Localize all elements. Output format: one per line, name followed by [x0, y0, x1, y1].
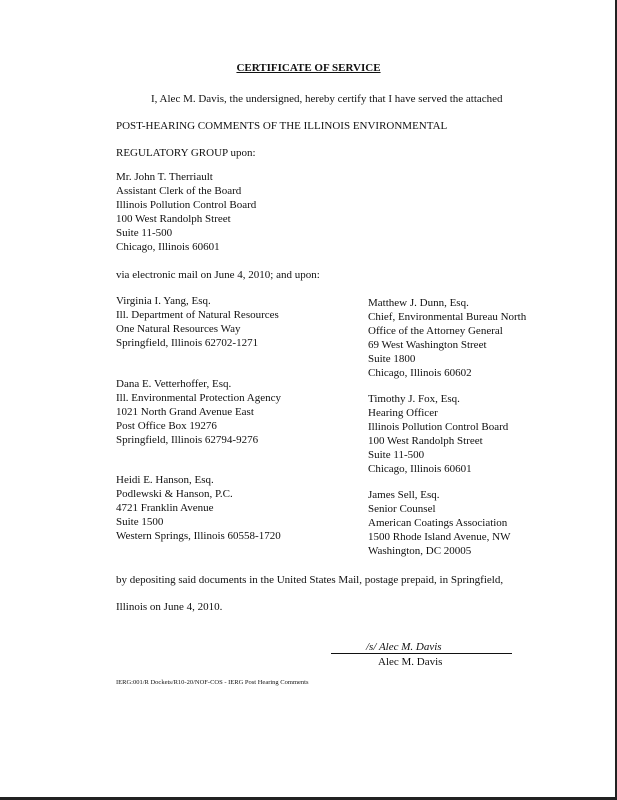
via-text: via electronic mail on June 4, 2010; and upon: [116, 269, 320, 281]
footer-docket-reference: IERG:001/R Dockets/R10-20/NOF-COS - IERG Post Hearing Comments [116, 679, 309, 686]
address-line: Assistant Clerk of the Board [116, 185, 242, 197]
address-line: Western Springs, Illinois 60558-1720 [116, 530, 281, 542]
intro-line-3: REGULATORY GROUP upon: [116, 147, 256, 159]
closing-line-2: Illinois on June 4, 2010. [116, 601, 223, 613]
address-line: Chicago, Illinois 60602 [368, 367, 472, 379]
document-title: CERTIFICATE OF SERVICE [236, 62, 381, 74]
address-line: 4721 Franklin Avenue [116, 502, 214, 514]
address-line: Podlewski & Hanson, P.C. [116, 488, 233, 500]
recipient-address [116, 294, 279, 350]
signature-line [331, 653, 512, 654]
closing-line-1: by depositing said documents in the United States Mail, postage prepaid, in Springfield, [116, 574, 504, 586]
address-line: 100 West Randolph Street [116, 213, 231, 225]
address-line: Chicago, Illinois 60601 [368, 463, 472, 475]
address-line: Virginia I. Yang, Esq. [116, 295, 211, 307]
address-line: American Coatings Association [368, 517, 508, 529]
address-line: Suite 11-500 [368, 449, 425, 461]
intro-line-2: POST-HEARING COMMENTS OF THE ILLINOIS ENVIRONMENTAL [116, 120, 448, 132]
electronic-signature: /s/ Alec M. Davis [366, 641, 442, 653]
address-line: 69 West Washington Street [368, 339, 487, 351]
address-line: Washington, DC 20005 [368, 545, 472, 557]
address-line: Timothy J. Fox, Esq. [368, 393, 460, 405]
address-line: Illinois Pollution Control Board [368, 421, 509, 433]
address-line: James Sell, Esq. [368, 489, 440, 501]
recipient-address [368, 392, 508, 476]
address-line: 100 West Randolph Street [368, 435, 483, 447]
address-line: 1021 North Grand Avenue East [116, 406, 254, 418]
address-line: Springfield, Illinois 62794-9276 [116, 434, 259, 446]
signer-name: Alec M. Davis [378, 656, 443, 668]
primary-recipient-address [116, 170, 256, 254]
address-line: Ill. Department of Natural Resources [116, 309, 279, 321]
address-line: Ill. Environmental Protection Agency [116, 392, 281, 404]
address-line: Matthew J. Dunn, Esq. [368, 297, 469, 309]
recipient-address [116, 377, 281, 447]
address-line: Illinois Pollution Control Board [116, 199, 257, 211]
address-line: Office of the Attorney General [368, 325, 503, 337]
recipient-address [116, 473, 281, 543]
address-line: Chicago, Illinois 60601 [116, 241, 220, 253]
recipient-address [368, 488, 510, 558]
address-line: One Natural Resources Way [116, 323, 241, 335]
recipient-address [368, 296, 526, 380]
address-line: Suite 1800 [368, 353, 416, 365]
address-line: Suite 11-500 [116, 227, 173, 239]
address-line: Chief, Environmental Bureau North [368, 311, 527, 323]
address-line: Hearing Officer [368, 407, 438, 419]
intro-line-1: I, Alec M. Davis, the undersigned, hereby certify that I have served the attached [151, 93, 503, 105]
address-line: Springfield, Illinois 62702-1271 [116, 337, 259, 349]
address-line: Suite 1500 [116, 516, 164, 528]
address-line: Senior Counsel [368, 503, 436, 515]
address-line: 1500 Rhode Island Avenue, NW [368, 531, 511, 543]
address-line: Dana E. Vetterhoffer, Esq. [116, 378, 232, 390]
address-line: Mr. John T. Therriault [116, 171, 213, 183]
address-line: Heidi E. Hanson, Esq. [116, 474, 214, 486]
address-line: Post Office Box 19276 [116, 420, 217, 432]
